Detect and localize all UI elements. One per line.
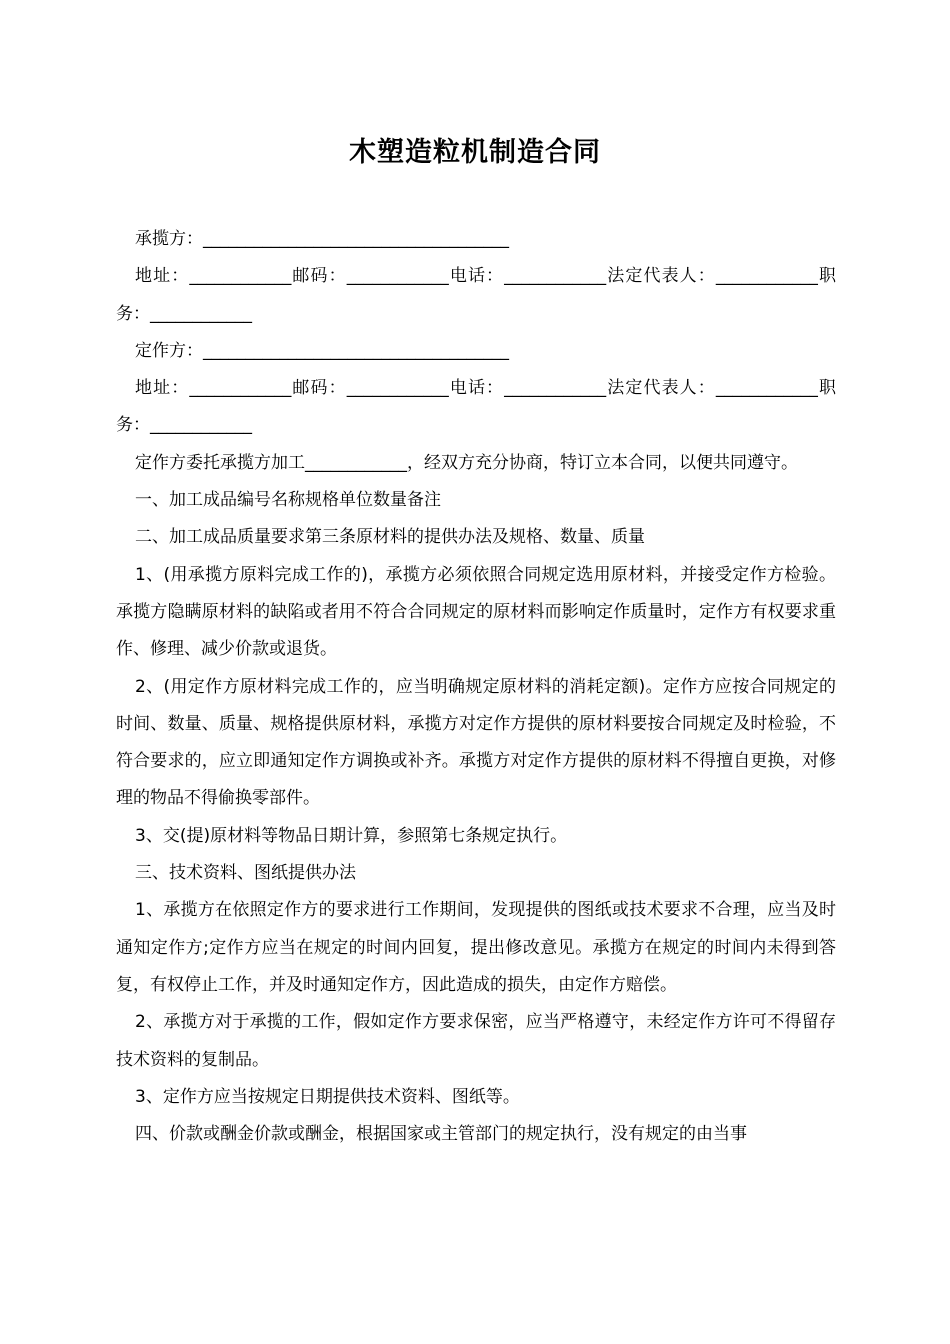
orderer-contact-line: 地址：____________邮码：____________电话：____________法定代表人：____________职务：____________ [116, 378, 836, 436]
contractor-contact-line: 地址：____________邮码：____________电话：____________法定代表人：____________职务：____________ [116, 266, 836, 324]
document-body [116, 221, 836, 1153]
clause-3-1: 1、承揽方在依照定作方的要求进行工作期间，发现提供的图纸或技术要求不合理，应当及时通知定作方;定作方应当在规定的时间内回复，提出修改意见。承揽方在规定的时间内未得到答复，有权停止工作，并及时通知定作方，因此造成的损失，由定作方赔偿。 [116, 900, 836, 995]
clause-2-1: 1、(用承揽方原料完成工作的)，承揽方必须依照合同规定选用原材料，并接受定作方检验。承揽方隐瞒原材料的缺陷或者用不符合合同规定的原材料而影响定作质量时，定作方有权要求重作、修理、减少价款或退货。 [116, 564, 836, 660]
section-2-heading: 二、加工成品质量要求第三条原材料的提供办法及规格、数量、质量 [135, 527, 645, 548]
section-1-heading: 一、加工成品编号名称规格单位数量备注 [135, 490, 441, 511]
document-title: 木塑造粒机制造合同 [349, 137, 601, 168]
clause-3-2: 2、承揽方对于承揽的工作，假如定作方要求保密，应当严格遵守，未经定作方许可不得留存技术资料的复制品。 [116, 1012, 836, 1070]
orderer-line: 定作方：____________________________________ [135, 340, 509, 361]
section-3-heading: 三、技术资料、图纸提供办法 [135, 863, 356, 884]
intro-paragraph: 定作方委托承揽方加工____________，经双方充分协商，特订立本合同，以便共同遵守。 [135, 452, 798, 473]
clause-2-2: 2、(用定作方原材料完成工作的，应当明确规定原材料的消耗定额)。定作方应按合同规定的时间、数量、质量、规格提供原材料，承揽方对定作方提供的原材料要按合同规定及时检验，不符合要求的，应立即通知定作方调换或补齐。承揽方对定作方提供的原材料不得擅自更换，对修理的物品不得偷换零部件。 [116, 676, 836, 809]
clause-3-3: 3、定作方应当按规定日期提供技术资料、图纸等。 [135, 1086, 520, 1107]
contractor-line: 承揽方：____________________________________ [135, 229, 509, 249]
clause-2-3: 3、交(提)原材料等物品日期计算，参照第七条规定执行。 [135, 825, 568, 846]
section-4-heading: 四、价款或酬金价款或酬金，根据国家或主管部门的规定执行，没有规定的由当事 [135, 1124, 747, 1145]
